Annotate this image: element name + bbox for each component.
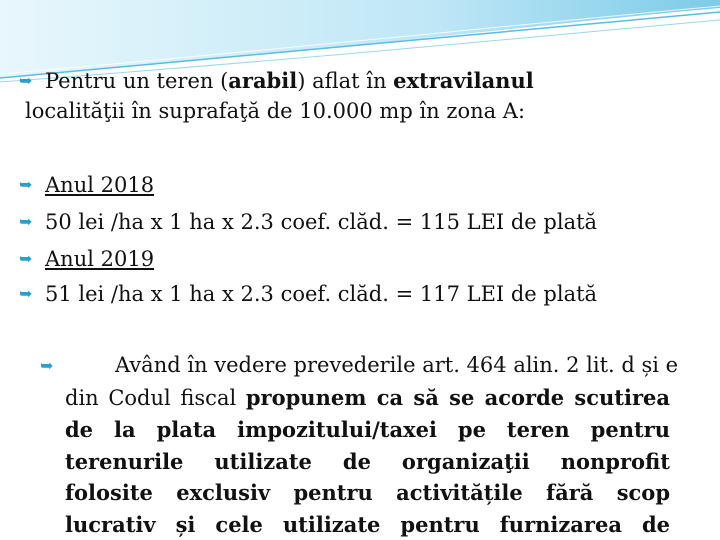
curved-arrow-bullet-icon: ➥ xyxy=(19,175,33,194)
curved-arrow-bullet-icon: ➥ xyxy=(40,356,54,375)
curved-arrow-bullet-icon: ➥ xyxy=(19,71,33,90)
curved-arrow-bullet-icon: ➥ xyxy=(19,284,33,303)
paragraph-land-description: ➥ Pentru un teren (arabil) aflat în extravilanul localităţii în suprafaţă de 10.000 mp în zona A: xyxy=(19,68,534,123)
curved-arrow-bullet-icon: ➥ xyxy=(19,249,33,268)
year-2018-heading: ➥ Anul 2018 xyxy=(45,170,154,200)
calculation-2019: ➥ 51 lei /ha x 1 ha x 2.3 coef. clăd. = 117 LEI de plată xyxy=(45,279,597,309)
calculation-2018: ➥ 50 lei /ha x 1 ha x 2.3 coef. clăd. = 115 LEI de plată xyxy=(45,207,597,237)
curved-arrow-bullet-icon: ➥ xyxy=(19,212,33,231)
year-2019-heading: ➥ Anul 2019 xyxy=(45,244,154,274)
paragraph-tax-exemption-proposal: ➥ Având în vedere prevederile art. 464 alin. 2 lit. d și e din Codul fiscal propunem ca să se acorde scutirea de la plata impozitului/taxei pe teren pentru terenurile utilizate de organizaţii nonprofit folosite exclusiv pentru activitățile fără scop lucrativ și cele utilizate pentru furnizarea de xyxy=(65,350,670,540)
